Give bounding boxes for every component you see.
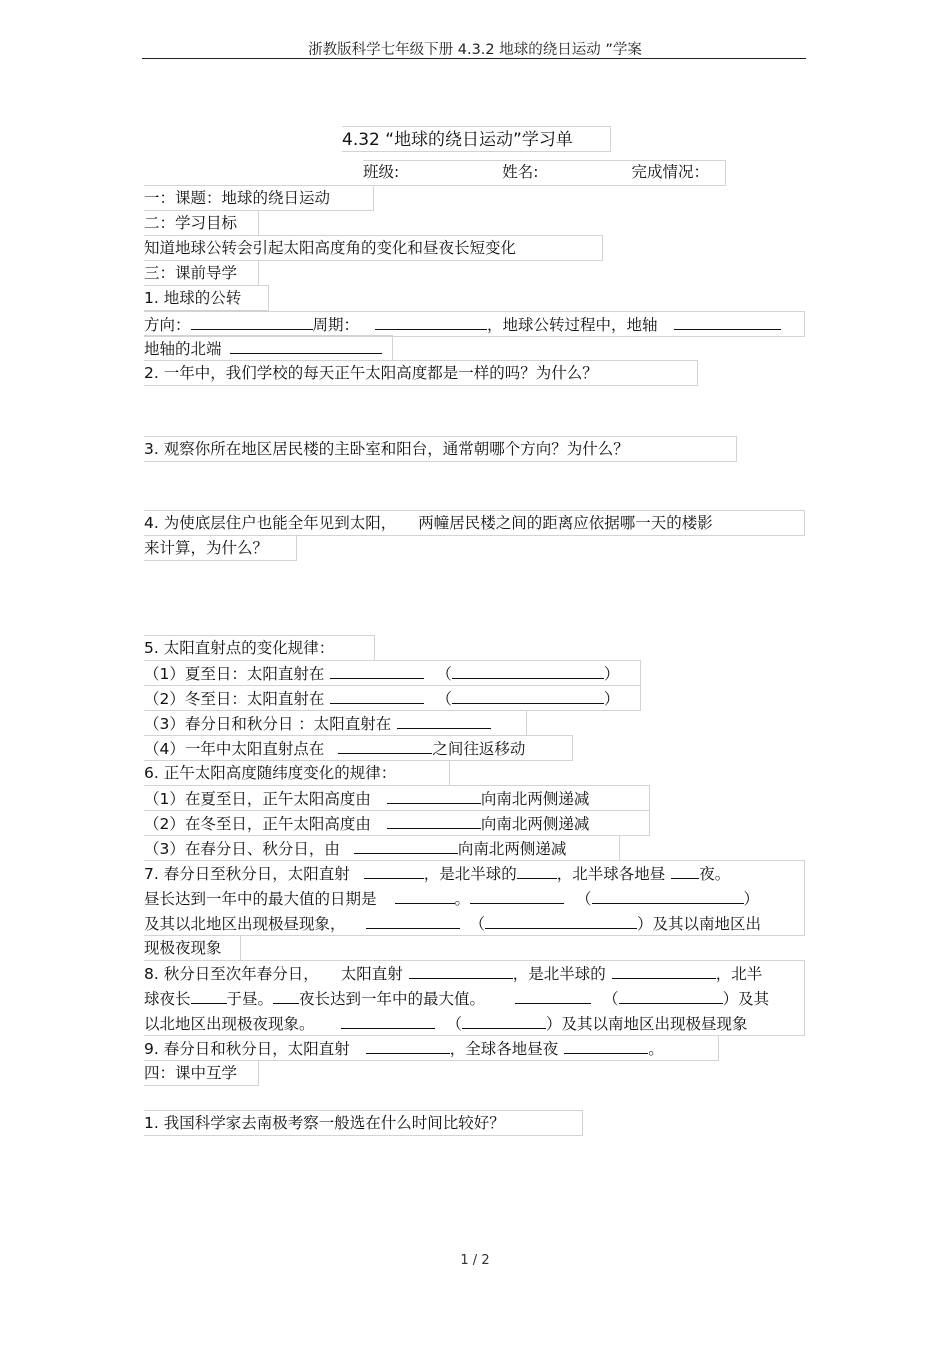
winter-lat-blank[interactable] — [452, 688, 604, 704]
class-heading: 四：课中互学 — [144, 1064, 238, 1082]
q4-line1: 4. 为使底层住户也能全年见到太阳， 两幢居民楼之间的距离应依据哪一天的楼影 — [144, 514, 713, 532]
q6-item-equinox: （3）在春分日、秋分日，由 向南北两侧递减 — [144, 840, 567, 858]
axis-blank[interactable] — [674, 314, 781, 330]
q7-line1: 7. 春分日至秋分日，太阳直射 ，是北半球的 ，北半球各地昼 夜。 — [144, 865, 731, 883]
q1-north-line: 地轴的北端 — [144, 338, 382, 359]
preview-heading: 三：课前导学 — [144, 264, 238, 282]
q5-item-summer: （1）夏至日：太阳直射在 （ ） — [144, 665, 620, 683]
q8-circle-blank[interactable] — [341, 1013, 435, 1029]
north-blank[interactable] — [230, 338, 382, 354]
class-q1: 1. 我国科学家去南极考察一般选在什么时间比较好？ — [144, 1114, 505, 1132]
q7-line-blank[interactable] — [470, 888, 564, 904]
header-rule — [142, 58, 806, 59]
q7-daynight-blank[interactable] — [671, 863, 699, 879]
q8-line3: 以北地区出现极夜现象。 （ ）及其以南地区出现极昼现象 — [144, 1015, 748, 1033]
q6-item-summer: （1）在夏至日，正午太阳高度由 向南北两侧递减 — [144, 790, 590, 808]
q1-heading: 1. 地球的公转 — [144, 289, 242, 307]
q6-summer-blank[interactable] — [387, 788, 481, 804]
q8-season-blank[interactable] — [612, 963, 716, 979]
q9-line: 9. 春分日和秋分日，太阳直射 ，全球各地昼夜 。 — [144, 1040, 664, 1058]
q8-night-blank[interactable] — [191, 988, 227, 1004]
q8-line1: 8. 秋分日至次年春分日， 太阳直射 ，是北半球的 ，北半 — [144, 965, 763, 983]
class-label: 班级: — [363, 163, 400, 181]
range-blank[interactable] — [338, 738, 432, 754]
worksheet-title: 4.32 “地球的绕日运动”学习单 — [342, 130, 573, 150]
q8-line2: 球夜长 于昼。 夜长达到一年中的最大值。 （ ）及其 — [144, 990, 770, 1008]
q7-circle-blank[interactable] — [366, 913, 460, 929]
topic-line: 一：课题：地球的绕日运动 — [144, 189, 331, 207]
q5-item-equinox: （3）春分日和秋分日 ：太阳直射在 — [144, 713, 491, 734]
page-header: 浙教版科学七年级下册 4.3.2 地球的绕日运动 ”学案 — [308, 42, 642, 58]
goal-line: 知道地球公转会引起太阳高度角的变化和昼夜长短变化 — [144, 239, 517, 257]
q7-direct-blank[interactable] — [364, 863, 424, 879]
equinox-blank[interactable] — [397, 713, 491, 729]
q7-line3: 及其以北地区出现极昼现象， （ ）及其以南地区出 — [144, 915, 762, 933]
q6-heading: 6. 正午太阳高度随纬度变化的规律： — [144, 764, 397, 782]
status-label: 完成情况： — [631, 163, 709, 181]
q5-heading: 5. 太阳直射点的变化规律： — [144, 639, 335, 657]
q5-item-range: （4）一年中太阳直射点在 之间往返移动 — [144, 740, 526, 758]
q8-line-blank[interactable] — [515, 988, 591, 1004]
q3-question: 3. 观察你所在地区居民楼的主卧室和阳台，通常朝哪个方向？为什么？ — [144, 440, 629, 458]
q1-line: 方向： 周期： ，地球公转过程中，地轴 — [144, 314, 781, 335]
q7-circle-lat-blank[interactable] — [485, 913, 637, 929]
q6-equinox-blank[interactable] — [354, 838, 458, 854]
q7-date-blank[interactable] — [395, 888, 455, 904]
summer-lat-blank[interactable] — [452, 663, 604, 679]
q5-item-winter: （2）冬至日：太阳直射在 （ ） — [144, 690, 620, 708]
summer-blank[interactable] — [330, 663, 424, 679]
q6-item-winter: （2）在冬至日，正午太阳高度由 向南北两侧递减 — [144, 815, 590, 833]
student-info-row — [363, 162, 709, 182]
q7-season-blank[interactable] — [517, 863, 557, 879]
q9-daynight-blank[interactable] — [564, 1038, 648, 1054]
name-label: 姓名: — [502, 163, 539, 181]
q6-winter-blank[interactable] — [387, 813, 481, 829]
q7-lat-blank[interactable] — [592, 888, 744, 904]
q4-line2: 来计算，为什么？ — [144, 539, 269, 557]
q8-circle-lat-blank[interactable] — [462, 1013, 546, 1029]
q8-date-blank[interactable] — [273, 988, 299, 1004]
page-number: 1 / 2 — [460, 1253, 490, 1268]
goals-heading: 二：学习目标 — [144, 214, 238, 232]
winter-blank[interactable] — [330, 688, 424, 704]
q7-line4: 现极夜现象 — [144, 939, 222, 957]
q7-line2: 昼长达到一年中的最大值的日期是 。 （ ） — [144, 890, 760, 908]
direction-blank[interactable] — [191, 314, 313, 330]
q9-direct-blank[interactable] — [366, 1038, 450, 1054]
q8-direct-blank[interactable] — [409, 963, 513, 979]
period-blank[interactable] — [375, 314, 487, 330]
q2-question: 2. 一年中，我们学校的每天正午太阳高度都是一样的吗？为什么？ — [144, 364, 598, 382]
q8-lat-blank[interactable] — [619, 988, 723, 1004]
